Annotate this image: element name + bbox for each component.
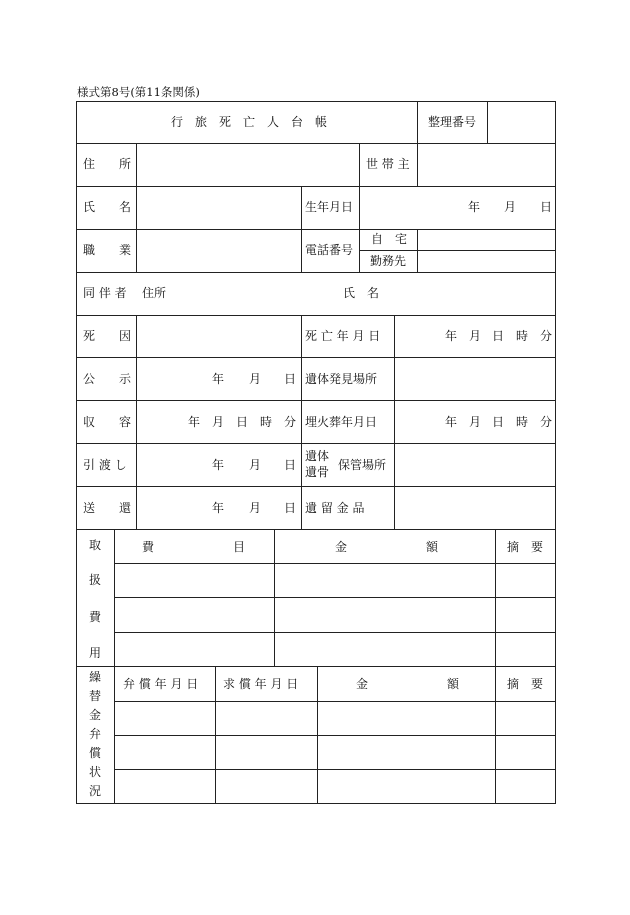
handling-costs-side-label-1: 取: [88, 538, 101, 552]
burial-date-label: 埋火葬年月日: [305, 415, 378, 429]
rule: [76, 357, 556, 358]
return-label: 送 還: [83, 501, 132, 515]
rule: [301, 315, 302, 529]
death-minute-unit: 分: [540, 329, 553, 343]
col-expense-label: 費: [142, 540, 155, 554]
rule: [136, 315, 137, 529]
work-phone-label: 勤務先: [370, 254, 407, 268]
rule: [114, 529, 115, 803]
rule: [76, 101, 556, 102]
companion-label: 同 伴 者: [83, 286, 127, 300]
rule: [487, 101, 488, 143]
reimbursement-side-label-1: 繰: [88, 670, 101, 684]
management-number-label: 整理番号: [428, 115, 477, 129]
handover-year-unit: 年: [212, 458, 225, 472]
death-hour-unit: 時: [516, 329, 529, 343]
rule: [114, 769, 556, 770]
rule: [417, 229, 418, 272]
handling-costs-side-label-2: 扱: [88, 573, 101, 587]
public-notice-label: 公 示: [83, 372, 132, 386]
rule: [76, 186, 556, 187]
birth-month-unit: 月: [504, 200, 517, 214]
storage-place-label: 保管場所: [338, 458, 387, 472]
col-amount-label-1: 金: [335, 540, 348, 554]
rule: [76, 803, 556, 804]
handover-day-unit: 日: [284, 458, 297, 472]
rule: [76, 272, 556, 273]
death-month-unit: 月: [469, 329, 482, 343]
form-number: 様式第8号(第11条関係): [77, 85, 200, 99]
reimbursement-side-label-3: 金: [88, 708, 101, 722]
birth-date-label: 生年月日: [305, 200, 354, 214]
rule: [114, 632, 556, 633]
name-label: 氏 名: [83, 200, 132, 214]
col-remarks-label: 摘 要: [507, 540, 544, 554]
home-phone-label: 自 宅: [371, 232, 408, 246]
address-label: 住 所: [83, 157, 132, 171]
cause-of-death-label: 死 因: [83, 329, 132, 343]
col-amount-label-2: 額: [447, 677, 460, 691]
burial-day-unit: 日: [492, 415, 505, 429]
handover-label: 引 渡 し: [83, 458, 127, 472]
rule: [114, 563, 556, 564]
burial-year-unit: 年: [445, 415, 458, 429]
custody-label: 収 容: [83, 415, 132, 429]
rule: [495, 529, 496, 803]
companion-name-label: 氏 名: [343, 286, 380, 300]
return-day-unit: 日: [284, 501, 297, 515]
reimbursement-side-label-7: 況: [88, 784, 101, 798]
occupation-label: 職 業: [83, 243, 132, 257]
birth-year-unit: 年: [468, 200, 481, 214]
remains-body-label: 遺体: [305, 449, 330, 463]
custody-hour-unit: 時: [260, 415, 273, 429]
notice-month-unit: 月: [249, 372, 262, 386]
reimbursement-side-label-6: 状: [88, 765, 101, 779]
rule: [215, 666, 216, 803]
handover-month-unit: 月: [249, 458, 262, 472]
phone-label: 電話番号: [305, 243, 354, 257]
rule: [76, 529, 556, 530]
death-datetime-label: 死 亡 年 月 日: [305, 329, 381, 343]
notice-year-unit: 年: [212, 372, 225, 386]
rule: [76, 143, 556, 144]
reimbursement-side-label-5: 償: [88, 746, 101, 760]
household-head-label: 世 帯 主: [366, 157, 410, 171]
custody-month-unit: 月: [212, 415, 225, 429]
death-day-unit: 日: [492, 329, 505, 343]
rule: [76, 666, 556, 667]
rule: [76, 101, 77, 804]
burial-minute-unit: 分: [540, 415, 553, 429]
body-found-place-label: 遺体発見場所: [305, 372, 378, 386]
col-remarks-label: 摘 要: [507, 677, 544, 691]
rule: [114, 701, 556, 702]
companion-address-label: 住所: [142, 286, 167, 300]
reimbursement-side-label-2: 替: [88, 689, 101, 703]
death-year-unit: 年: [445, 329, 458, 343]
custody-day-unit: 日: [236, 415, 249, 429]
birth-day-unit: 日: [540, 200, 553, 214]
rule: [136, 143, 137, 272]
handling-costs-side-label-4: 用: [88, 646, 101, 660]
rule: [76, 229, 556, 230]
form-title: 行 旅 死 亡 人 台 帳: [171, 115, 328, 129]
handling-costs-side-label-3: 費: [88, 610, 101, 624]
rule: [394, 315, 395, 529]
rule: [114, 735, 556, 736]
reimbursement-side-label-4: 弁: [88, 727, 101, 741]
col-amount-label-2: 額: [426, 540, 439, 554]
custody-year-unit: 年: [188, 415, 201, 429]
col-claim-date-label: 求 償 年 月 日: [223, 677, 299, 691]
rule: [76, 315, 556, 316]
rule: [359, 250, 556, 251]
rule: [114, 597, 556, 598]
remains-bone-label: 遺骨: [305, 465, 330, 479]
rule: [76, 443, 556, 444]
rule: [76, 400, 556, 401]
col-item-label: 目: [233, 540, 246, 554]
rule: [555, 101, 556, 804]
rule: [301, 186, 302, 272]
burial-month-unit: 月: [469, 415, 482, 429]
rule: [274, 529, 275, 666]
rule: [359, 143, 360, 272]
col-repay-date-label: 弁 償 年 月 日: [123, 677, 199, 691]
rule: [417, 101, 418, 186]
belongings-label: 遺 留 金 品: [305, 501, 365, 515]
custody-minute-unit: 分: [284, 415, 297, 429]
rule: [317, 666, 318, 803]
return-year-unit: 年: [212, 501, 225, 515]
burial-hour-unit: 時: [516, 415, 529, 429]
return-month-unit: 月: [249, 501, 262, 515]
col-amount-label-1: 金: [356, 677, 369, 691]
rule: [76, 486, 556, 487]
notice-day-unit: 日: [284, 372, 297, 386]
